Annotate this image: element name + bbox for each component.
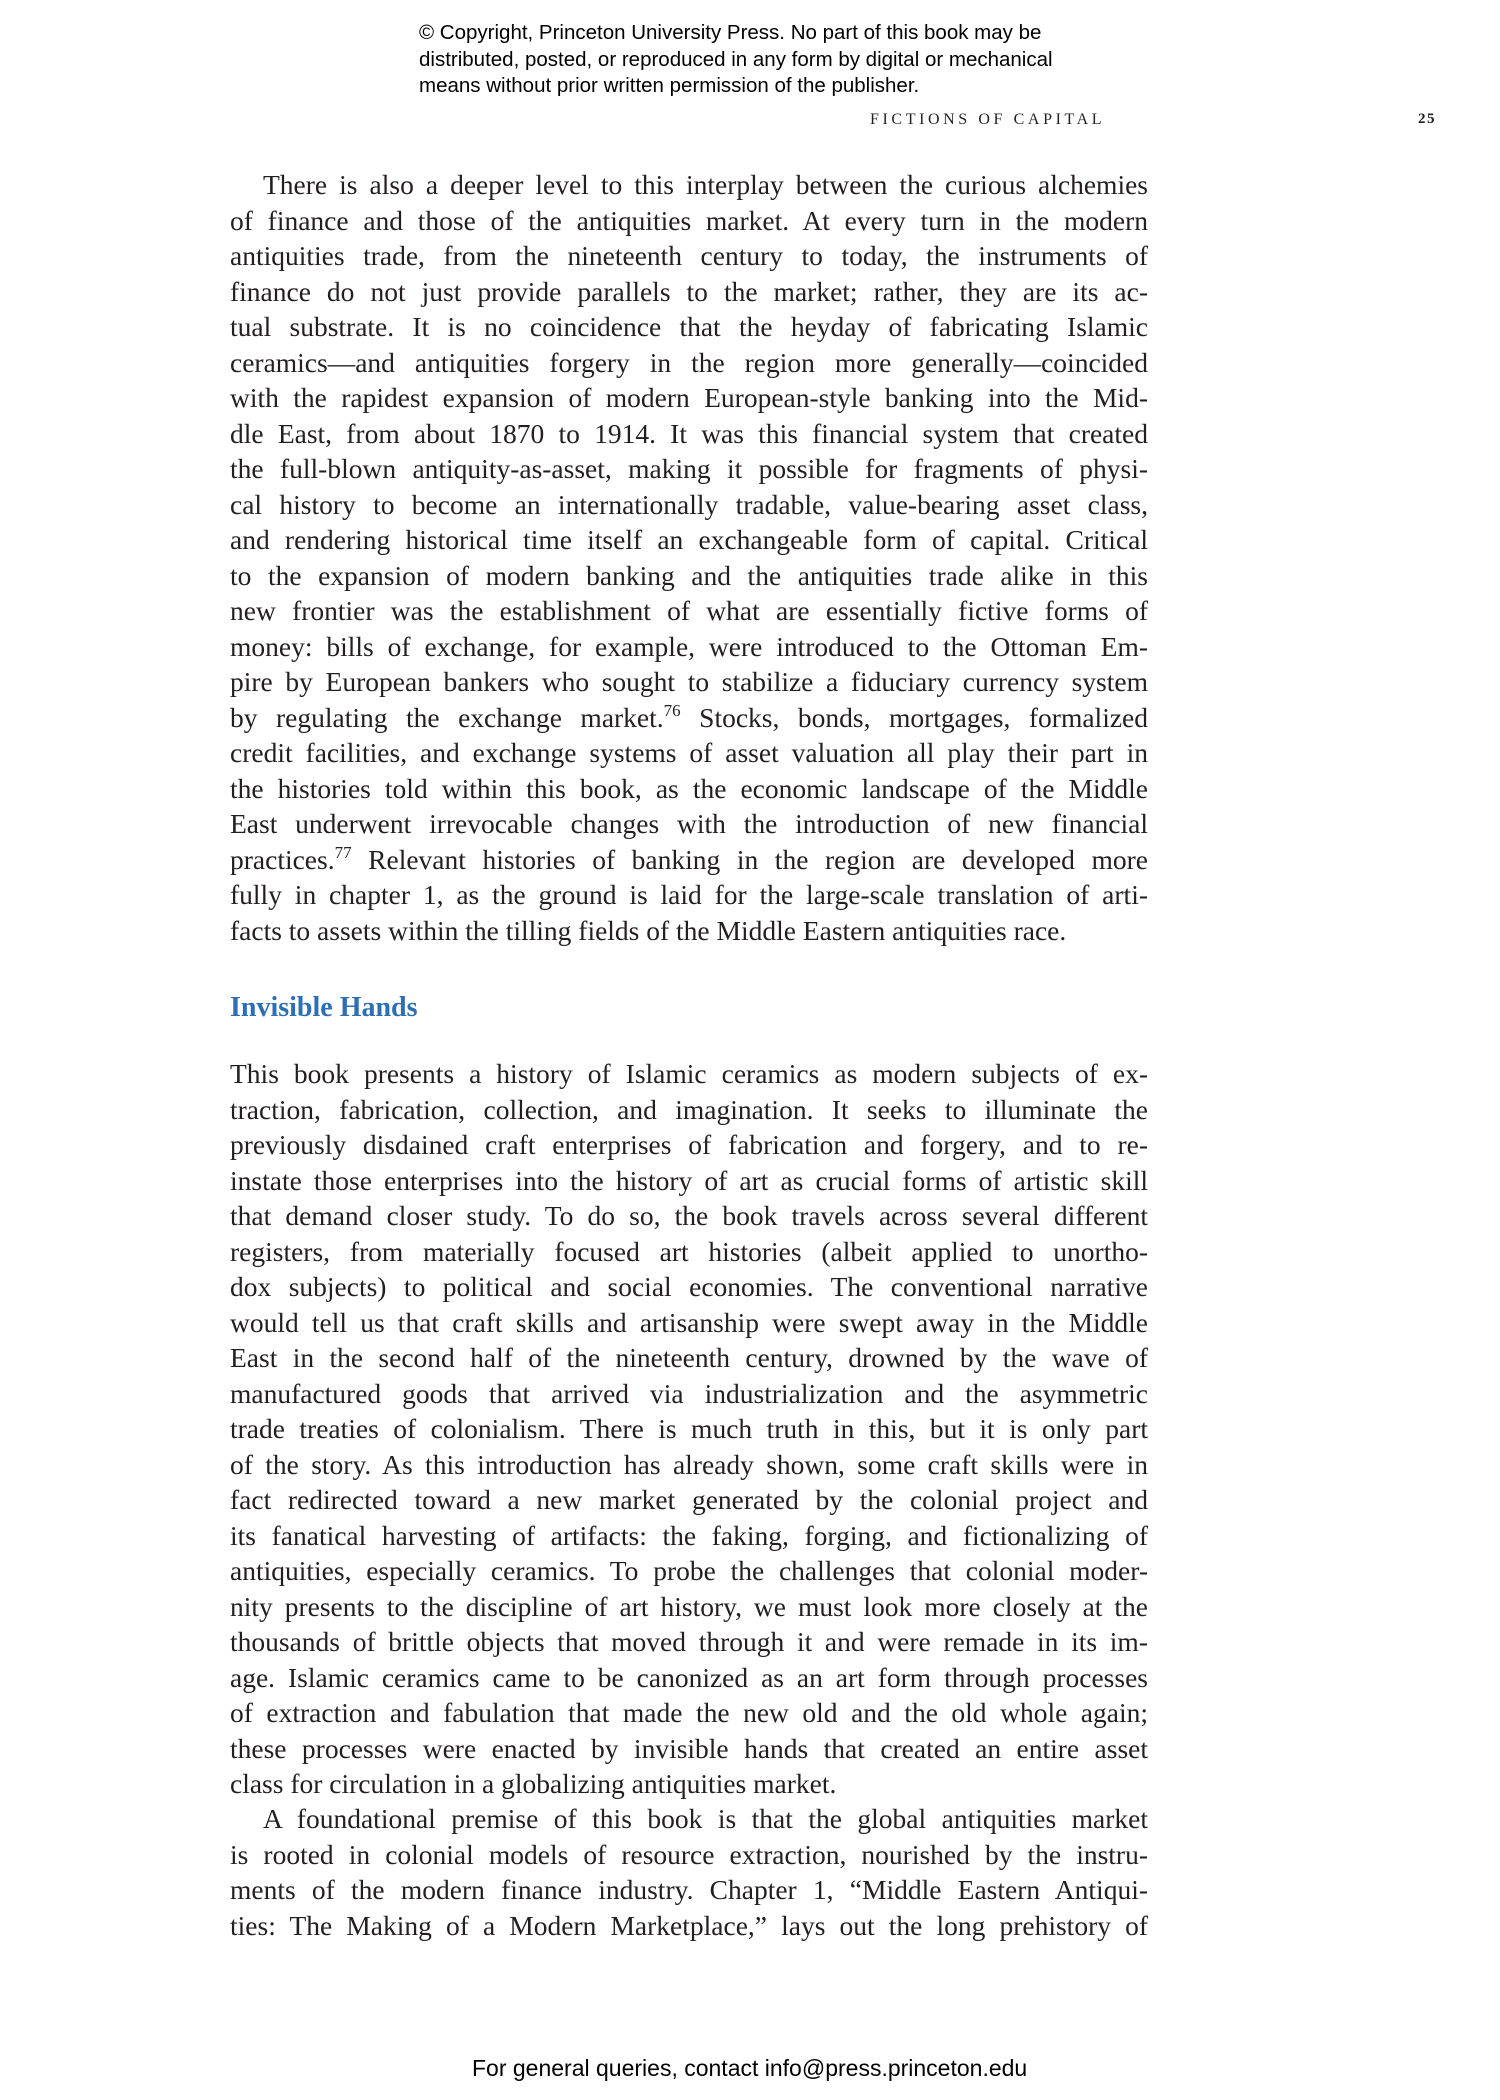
text-line xyxy=(230,842,1148,878)
running-head: FICTIONS OF CAPITAL xyxy=(870,111,1106,128)
text-line: money: bills of exchange, for example, were introduced to the Ottoman Em- xyxy=(230,630,1148,662)
text-line: manufactured goods that arrived via industrialization and the asymmetric xyxy=(230,1377,1148,1409)
text-line: new frontier was the establishment of what are essentially fictive forms of xyxy=(230,595,1148,626)
text-line: with the rapidest expansion of modern European-style banking into the Mid- xyxy=(230,382,1148,413)
text-line: is rooted in colonial models of resource extraction, nourished by the instru- xyxy=(230,1838,1148,1870)
text-line: of the story. As this introduction has already shown, some craft skills were in xyxy=(230,1448,1148,1480)
text-segment: Stocks, bonds, mortgages, formalized xyxy=(680,701,1148,733)
section-heading: Invisible Hands xyxy=(230,992,418,1023)
text-line: finance do not just provide parallels to the market; rather, they are its ac- xyxy=(230,275,1148,307)
text-line: This book presents a history of Islamic ceramics as modern subjects of ex- xyxy=(230,1058,1148,1089)
text-line: nity presents to the discipline of art history, we must look more closely at the xyxy=(230,1590,1148,1622)
text-line: pire by European bankers who sought to stabilize a fiduciary currency system xyxy=(230,666,1148,697)
text-line: of extraction and fabulation that made the new old and the old whole again; xyxy=(230,1697,1148,1728)
text-line: East in the second half of the nineteenth century, drowned by the wave of xyxy=(230,1342,1148,1373)
text-line: fully in chapter 1, as the ground is laid for the large-scale translation of arti- xyxy=(230,879,1148,910)
text-line: thousands of brittle objects that moved through it and were remade in its im- xyxy=(230,1626,1148,1657)
text-line: the full-blown antiquity-as-asset, making it possible for fragments of physi- xyxy=(230,453,1148,484)
text-line: and rendering historical time itself an exchangeable form of capital. Critical xyxy=(230,524,1148,555)
footnote-marker-77: 77 xyxy=(334,842,352,862)
copyright-line: means without prior written permission of the publisher. xyxy=(419,74,920,97)
text-line: that demand closer study. To do so, the book travels across several different xyxy=(230,1200,1148,1231)
text-line: ties: The Making of a Modern Marketplace,” lays out the long prehistory of xyxy=(230,1909,1148,1941)
text-line: traction, fabrication, collection, and imagination. It seeks to illuminate the xyxy=(230,1093,1148,1125)
text-line: There is also a deeper level to this interplay between the curious alchemies xyxy=(263,169,1148,200)
text-line: tual substrate. It is no coincidence that the heyday of fabricating Islamic xyxy=(230,311,1148,342)
text-line: registers, from materially focused art histories (albeit applied to unortho- xyxy=(230,1235,1148,1267)
text-line: credit facilities, and exchange systems of asset valuation all play their part in xyxy=(230,737,1148,768)
text-line: the histories told within this book, as the economic landscape of the Middle xyxy=(230,772,1148,804)
text-segment: Relevant histories of banking in the region are developed more xyxy=(351,843,1148,875)
text-line: trade treaties of colonialism. There is much truth in this, but it is only part xyxy=(230,1413,1148,1444)
text-line: to the expansion of modern banking and the antiquities trade alike in this xyxy=(230,559,1148,591)
text-line: cal history to become an internationally tradable, value-bearing asset class, xyxy=(230,488,1148,520)
text-line: dox subjects) to political and social economies. The conventional narrative xyxy=(230,1271,1148,1302)
text-line: A foundational premise of this book is that the global antiquities market xyxy=(263,1803,1148,1834)
text-segment: practices. xyxy=(230,843,335,875)
contact-footer: For general queries, contact info@press.princeton.edu xyxy=(472,2055,1028,2081)
text-line: age. Islamic ceramics came to be canonized as an art form through processes xyxy=(230,1661,1148,1693)
body-paragraph xyxy=(230,1056,1148,1802)
text-line: facts to assets within the tilling fields of the Middle Eastern antiquities race. xyxy=(230,914,1067,946)
text-segment: by regulating the exchange market. xyxy=(230,701,664,733)
text-line: these processes were enacted by invisible hands that created an entire asset xyxy=(230,1732,1148,1764)
text-line: dle East, from about 1870 to 1914. It was this financial system that created xyxy=(230,417,1148,449)
text-line: would tell us that craft skills and artisanship were swept away in the Middle xyxy=(230,1306,1148,1338)
text-line: antiquities trade, from the nineteenth century to today, the instruments of xyxy=(230,240,1148,271)
text-line: class for circulation in a globalizing antiquities market. xyxy=(230,1768,837,1799)
copyright-line: distributed, posted, or reproduced in any form by digital or mechanical xyxy=(419,47,1053,71)
text-line: of finance and those of the antiquities market. At every turn in the modern xyxy=(230,204,1148,236)
text-line: previously disdained craft enterprises of fabrication and forgery, and to re- xyxy=(230,1129,1148,1160)
text-line: East underwent irrevocable changes with the introduction of new financial xyxy=(230,808,1148,839)
text-line: its fanatical harvesting of artifacts: the faking, forging, and fictionalizing of xyxy=(230,1519,1148,1551)
body-paragraph xyxy=(230,1801,1148,1943)
text-line: instate those enterprises into the history of art as crucial forms of artistic skill xyxy=(230,1164,1148,1196)
body-paragraph xyxy=(230,167,1148,948)
text-line: antiquities, especially ceramics. To probe the challenges that colonial moder- xyxy=(230,1555,1148,1586)
page-number: 25 xyxy=(1418,111,1436,127)
text-line: ments of the modern finance industry. Chapter 1, “Middle Eastern Antiqui- xyxy=(230,1874,1148,1905)
text-line: fact redirected toward a new market generated by the colonial project and xyxy=(230,1484,1148,1515)
footnote-marker-76: 76 xyxy=(663,700,681,720)
copyright-line: © Copyright, Princeton University Press. No part of this book may be xyxy=(419,21,1042,44)
text-line xyxy=(230,700,1148,736)
copyright-notice xyxy=(419,20,1179,100)
text-line: ceramics—and antiquities forgery in the region more generally—coincided xyxy=(230,346,1148,378)
